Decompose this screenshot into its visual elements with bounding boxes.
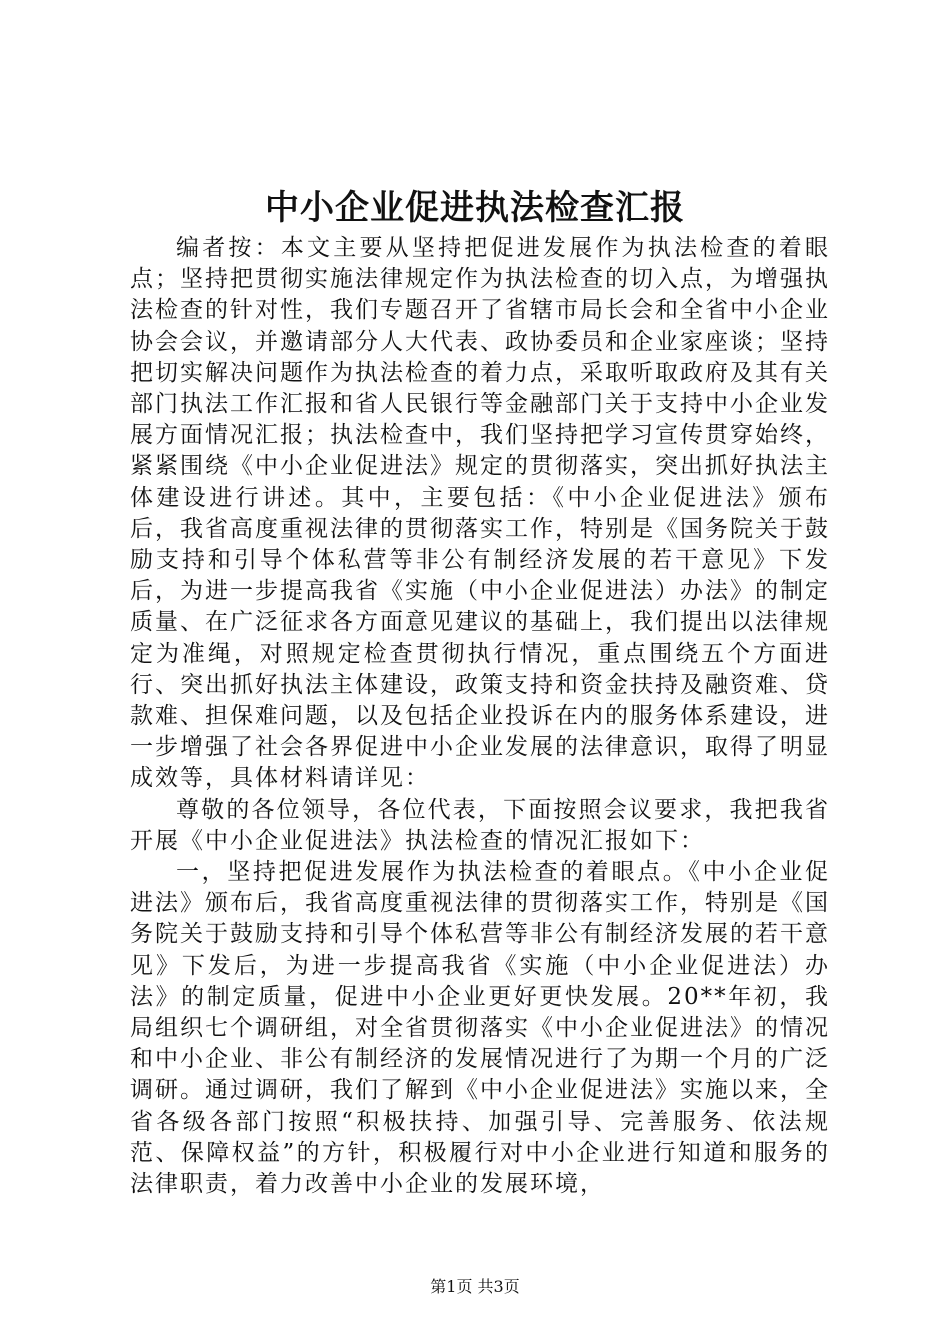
- document-body: [130, 233, 830, 1200]
- section-one-paragraph: 一，坚持把促进发展作为执法检查的着眼点。《中小企业促进法》颁布后，我省高度重视法律的贯彻落实工作，特别是《国务院关于鼓励支持和引导个体私营等非公有制经济发展的若干意见》下发后，为进一步提高我省《实施（中小企业促进法）办法》的制定质量，促进中小企业更好更快发展。20**年初，我局组织七个调研组，对全省贯彻落实《中小企业促进法》的情况和中小企业、非公有制经济的发展情况进行了为期一个月的广泛调研。通过调研，我们了解到《中小企业促进法》实施以来，全省各级各部门按照“积极扶持、加强引导、完善服务、依法规范、保障权益”的方针，积极履行对中小企业进行知道和服务的法律职责，着力改善中小企业的发展环境，: [130, 859, 830, 1198]
- greeting-paragraph: 尊敬的各位领导，各位代表，下面按照会议要求，我把我省开展《中小企业促进法》执法检查的情况汇报如下：: [130, 796, 830, 854]
- page-footer: 第1页 共3页: [430, 1277, 520, 1296]
- editor-note-paragraph: 编者按：本文主要从坚持把促进发展作为执法检查的着眼点；坚持把贯彻实施法律规定作为执法检查的切入点，为增强执法检查的针对性，我们专题召开了省辖市局长会和全省中小企业协会会议，并邀请部分人大代表、政协委员和企业家座谈；坚持把切实解决问题作为执法检查的着力点，采取听取政府及其有关部门执法工作汇报和省人民银行等金融部门关于支持中小企业发展方面情况汇报；执法检查中，我们坚持把学习宣传贯穿始终，紧紧围绕《中小企业促进法》规定的贯彻落实，突出抓好执法主体建设进行讲述。其中，主要包括：《中小企业促进法》颁布后，我省高度重视法律的贯彻落实工作，特别是《国务院关于鼓励支持和引导个体私营等非公有制经济发展的若干意见》下发后，为进一步提高我省《实施（中小企业促进法）办法》的制定质量、在广泛征求各方面意见建议的基础上，我们提出以法律规定为准绳，对照规定检查贯彻执行情况，重点围绕五个方面进行、突出抓好执法主体建设，政策支持和资金扶持及融资难、贷款难、担保难问题，以及包括企业投诉在内的服务体系建设，进一步增强了社会各界促进中小企业发展的法律意识，取得了明显成效等，具体材料请详见：: [130, 235, 830, 792]
- document-title: 中小企业促进执法检查汇报: [265, 188, 685, 228]
